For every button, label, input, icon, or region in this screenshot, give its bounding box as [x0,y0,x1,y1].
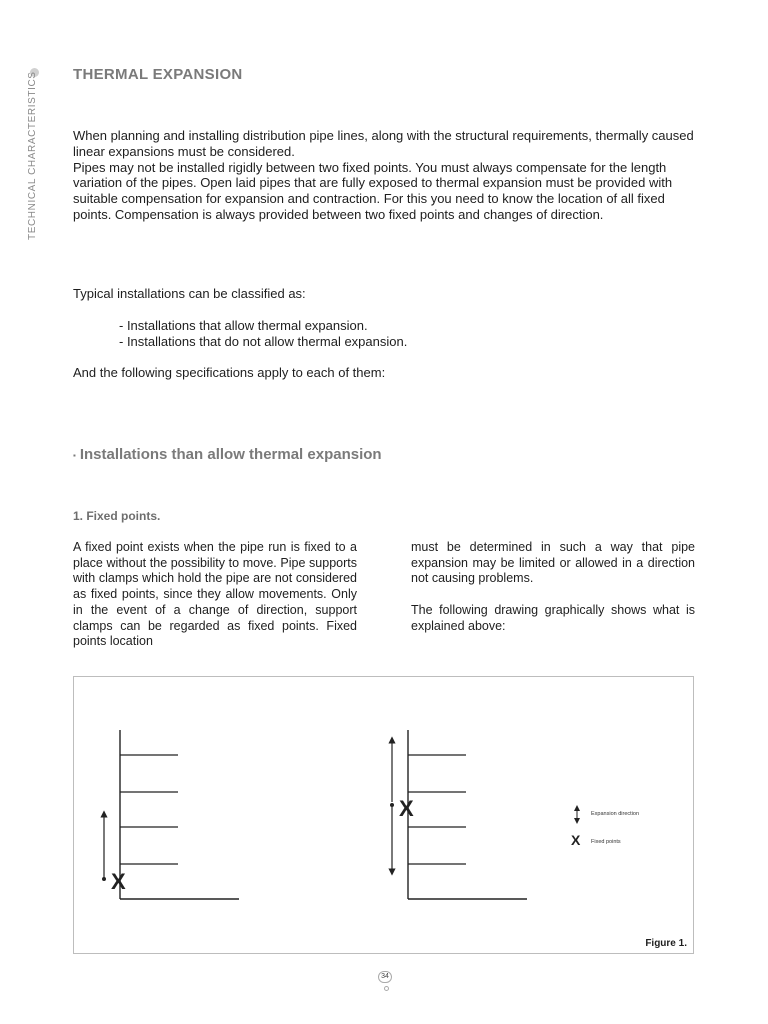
figure-legend [571,808,639,848]
body-column-right [411,540,695,634]
figure-1 [73,676,694,954]
diagram-right [390,730,527,899]
list-item: - Installations that allow thermal expansion. [119,318,368,333]
legend-expansion-label: Expansion direction [591,811,640,817]
subsection-heading: 1. Fixed points. [73,509,161,523]
classification-follow: And the following specifications apply to each of them: [73,365,386,380]
section-heading-text: Installations than allow thermal expansion [79,446,382,463]
page-title: THERMAL EXPANSION [73,66,243,83]
intro-line-2: Pipes may not be installed rigidly between two fixed points. You must always compensate for the length variation of the pipes. Open laid pipes that are fully exposed to thermal expansion must be provided with suitable compensation for expansion and contraction. For this you need to know the location of all fixed points. Compensation is always provided between two fixed points and changes of direction. [73,159,673,222]
fixed-point-marker: X [111,869,126,894]
section-bullet-icon: ▪ [73,450,76,460]
intro-paragraph [73,128,703,223]
intro-line-1: When planning and installing distribution pipe lines, along with the structural requirements, thermally caused linear expansions must be considered. [73,128,694,159]
legend-fixed-label: Fixed points [591,839,621,845]
body-right-paragraph-1: must be determined in such a way that pipe expansion may be limited or allowed in a direction not causing problems. [411,540,695,586]
diagram-left [102,730,239,899]
sidebar-section-label: TECHNICAL CHARACTERISTICS [27,71,38,240]
fixed-point-marker: X [399,796,414,821]
classification-lead: Typical installations can be classified as: [73,286,306,301]
section-heading [73,446,382,463]
page-number: 34 [378,971,392,983]
figure-caption: Figure 1. [645,938,687,949]
classification-list [119,318,407,350]
body-column-left: A fixed point exists when the pipe run is fixed to a place without the possibility to move. Pipe supports with clamps which hold the pipe are not considered as fixed points, since they allow movements. Only in the event of a change of direction, support clamps can be regarded as fixed points. Fixed points location [73,540,357,649]
page-dot-icon [384,986,389,991]
pipe-diagram [74,677,695,955]
body-right-paragraph-2: The following drawing graphically shows what is explained above: [411,602,695,633]
legend-x-icon: X [571,832,581,848]
list-item: - Installations that do not allow thermal expansion. [119,333,408,349]
